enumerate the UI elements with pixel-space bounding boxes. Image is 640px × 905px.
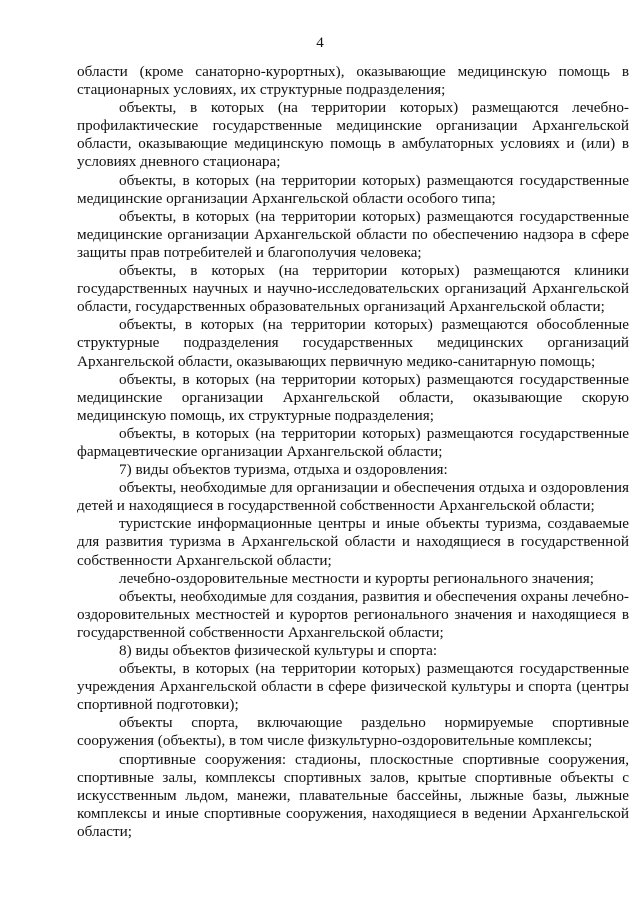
paragraph: объекты, в которых (на территории которых) размещаются клиники государственных научных и научно-исследовательских организаций Архангельской области, государственных образовательных организаций Архангельской области; bbox=[77, 262, 629, 316]
paragraph: объекты, в которых (на территории которых) размещаются государственные медицинские организации Архангельской области, оказывающие скорую медицинскую помощь, их структурные подразделения; bbox=[77, 370, 629, 424]
paragraph: объекты, необходимые для организации и обеспечения отдыха и оздоровления детей и находящиеся в государственной собственности Архангельской области; bbox=[77, 479, 629, 515]
paragraph: объекты, в которых (на территории которых) размещаются государственные медицинские организации Архангельской области по обеспечению надзора в сфере защиты прав потребителей и благополучия человека; bbox=[77, 207, 629, 261]
paragraph: туристские информационные центры и иные объекты туризма, создаваемые для развития туризма в Архангельской области и находящиеся в государственной собственности Архангельской области; bbox=[77, 515, 629, 569]
section-heading-sport: 8) виды объектов физической культуры и спорта: bbox=[119, 642, 438, 659]
paragraph: объекты, в которых (на территории которых) размещаются государственные учреждения Архангельской области в сфере физической культуры и спорта (центры спортивной подготовки); bbox=[77, 660, 629, 714]
paragraph: объекты, в которых (на территории которых) размещаются обособленные структурные подразделения государственных медицинских организаций Архангельской области, оказывающих первичную медико-санитарную помощь; bbox=[77, 316, 629, 370]
paragraph: спортивные сооружения: стадионы, плоскостные спортивные сооружения, спортивные залы, комплексы спортивных залов, крытые спортивные объекты с искусственным льдом, манежи, плавательные бассейны, лыжные базы, лыжные комплексы и иные спортивные сооружения, находящиеся в ведении Архангельской области; bbox=[77, 750, 629, 840]
paragraph: объекты, в которых (на территории которых) размещаются государственные фармацевтические организации Архангельской области; bbox=[77, 424, 629, 460]
page-number: 4 bbox=[316, 35, 324, 51]
paragraph: лечебно-оздоровительные местности и курорты регионального значения; bbox=[119, 569, 594, 587]
paragraph: объекты, в которых (на территории которых) размещаются лечебно-профилактические государственные медицинские организации Архангельской области, оказывающие медицинскую помощь в амбулаторных условиях и (или) в условиях дневного стационара; bbox=[77, 99, 629, 171]
paragraph-continuation: области (кроме санаторно-курортных), оказывающие медицинскую помощь в стационарных условиях, их структурные подразделения; bbox=[77, 63, 629, 99]
paragraph: объекты, необходимые для создания, развития и обеспечения охраны лечебно-оздоровительных местностей и курортов регионального значения и находящиеся в государственной собственности Архангельской области; bbox=[77, 587, 629, 641]
section-heading-tourism: 7) виды объектов туризма, отдыха и оздоровления: bbox=[119, 461, 448, 479]
document-body bbox=[77, 63, 629, 841]
paragraph: объекты спорта, включающие раздельно нормируемые спортивные сооружения (объекты), в том числе физкультурно-оздоровительные комплексы; bbox=[77, 714, 629, 750]
paragraph: объекты, в которых (на территории которых) размещаются государственные медицинские организации Архангельской области особого типа; bbox=[77, 171, 629, 207]
